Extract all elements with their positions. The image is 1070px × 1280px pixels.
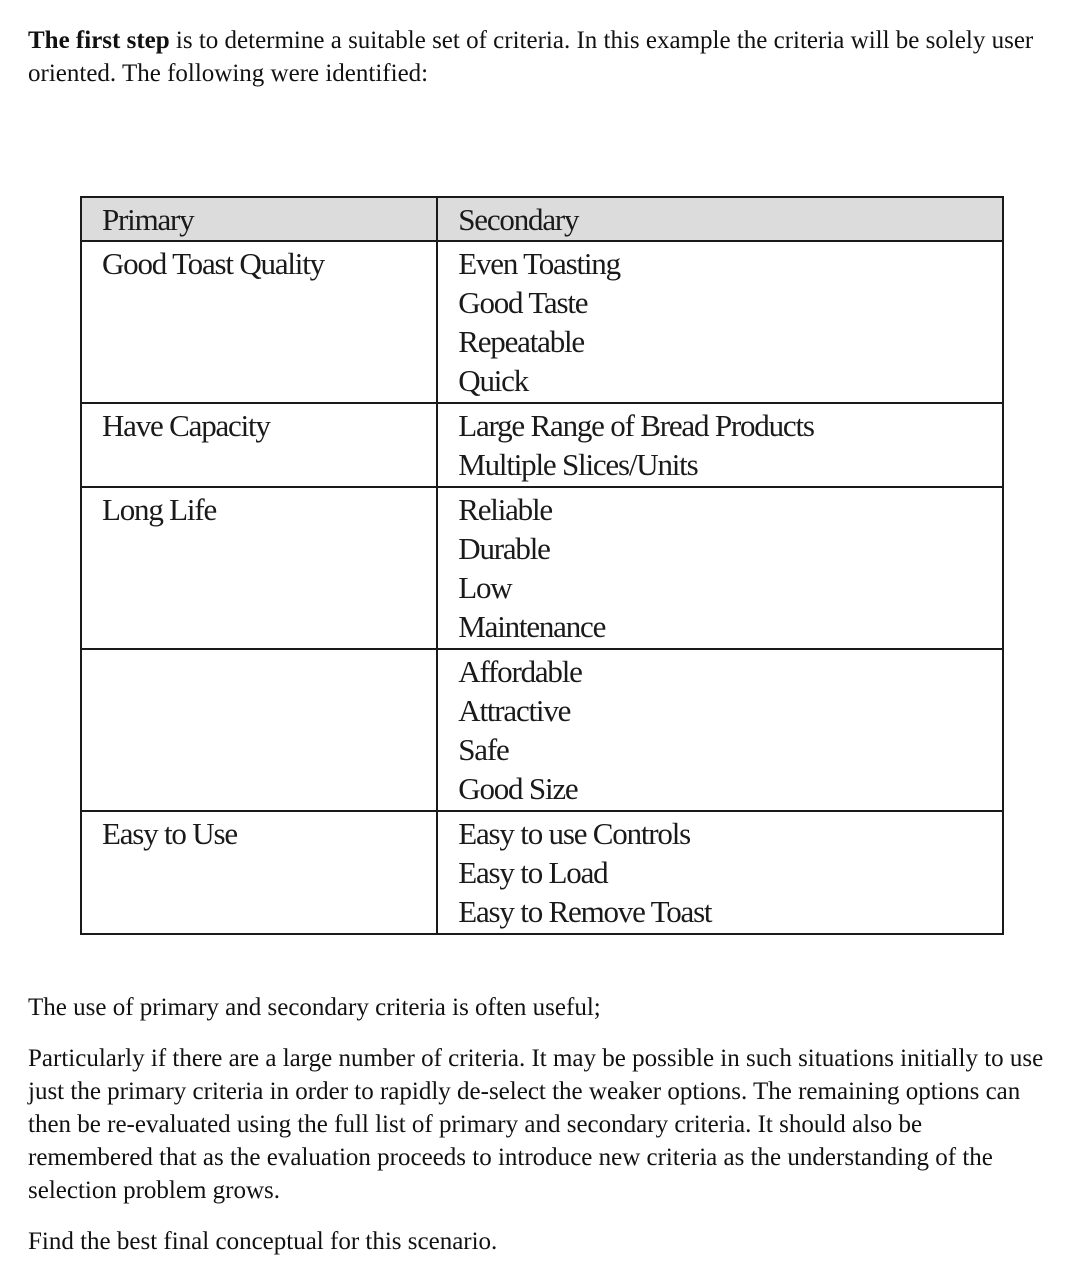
table-row	[81, 811, 1003, 934]
secondary-criterion: Quick	[458, 363, 529, 398]
primary-criterion: Easy to Use	[102, 816, 237, 851]
secondary-criteria-cell	[437, 487, 1003, 649]
primary-criterion: Good Toast Quality	[102, 246, 324, 281]
secondary-criterion: Good Taste	[458, 285, 588, 320]
criteria-table-body	[81, 241, 1003, 934]
primary-criterion-cell	[81, 487, 437, 649]
secondary-criterion: Low	[458, 570, 512, 605]
intro-bold-text: The first step	[28, 27, 170, 54]
secondary-criterion: Multiple Slices/Units	[458, 447, 698, 482]
secondary-criterion: Affordable	[458, 654, 582, 689]
table-row	[81, 403, 1003, 487]
primary-criterion: Have Capacity	[102, 408, 270, 443]
secondary-criteria-cell	[437, 649, 1003, 811]
secondary-criterion: Large Range of Bread Products	[458, 408, 814, 443]
criteria-table	[80, 196, 1004, 935]
secondary-criterion: Maintenance	[458, 609, 606, 644]
table-row	[81, 487, 1003, 649]
secondary-criterion: Safe	[458, 732, 509, 767]
secondary-criterion: Reliable	[458, 492, 552, 527]
intro-text: is to determine a suitable set of criteria. In this example the criteria will be solely user oriented. The following were identified:	[28, 27, 1034, 87]
table-header-row	[81, 197, 1003, 241]
secondary-criterion: Easy to Load	[458, 855, 608, 890]
secondary-criteria-cell	[437, 403, 1003, 487]
secondary-criterion: Good Size	[458, 771, 578, 806]
primary-criterion-cell	[81, 403, 437, 487]
outro-paragraph-1: The use of primary and secondary criteria is often useful;	[28, 994, 601, 1021]
secondary-criterion: Even Toasting	[458, 246, 620, 281]
secondary-criterion: Durable	[458, 531, 550, 566]
secondary-criterion: Repeatable	[458, 324, 584, 359]
table-row	[81, 649, 1003, 811]
outro-paragraph-2: Particularly if there are a large number of criteria. It may be possible in such situations initially to use just the primary criteria in order to rapidly de-select the weaker options. The remaining options can then be re-evaluated using the full list of primary and secondary criteria. It should also be remembered that as the evaluation proceeds to introduce new criteria as the understanding of the selection problem grows.	[28, 1045, 1044, 1204]
primary-criterion-cell	[81, 241, 437, 403]
primary-criterion-cell	[81, 811, 437, 934]
secondary-criterion: Easy to Remove Toast	[458, 894, 712, 929]
outro-paragraph-3: Find the best final conceptual for this scenario.	[28, 1228, 498, 1255]
primary-criterion-cell	[81, 649, 437, 811]
outro-section	[28, 991, 1048, 1258]
primary-criterion: Long Life	[102, 492, 217, 527]
secondary-header: Secondary	[437, 197, 1003, 241]
secondary-criterion: Attractive	[458, 693, 571, 728]
secondary-criteria-cell	[437, 811, 1003, 934]
secondary-criteria-cell	[437, 241, 1003, 403]
table-row	[81, 241, 1003, 403]
secondary-criterion: Easy to use Controls	[458, 816, 691, 851]
primary-header: Primary	[81, 197, 437, 241]
intro-paragraph	[28, 24, 1048, 90]
